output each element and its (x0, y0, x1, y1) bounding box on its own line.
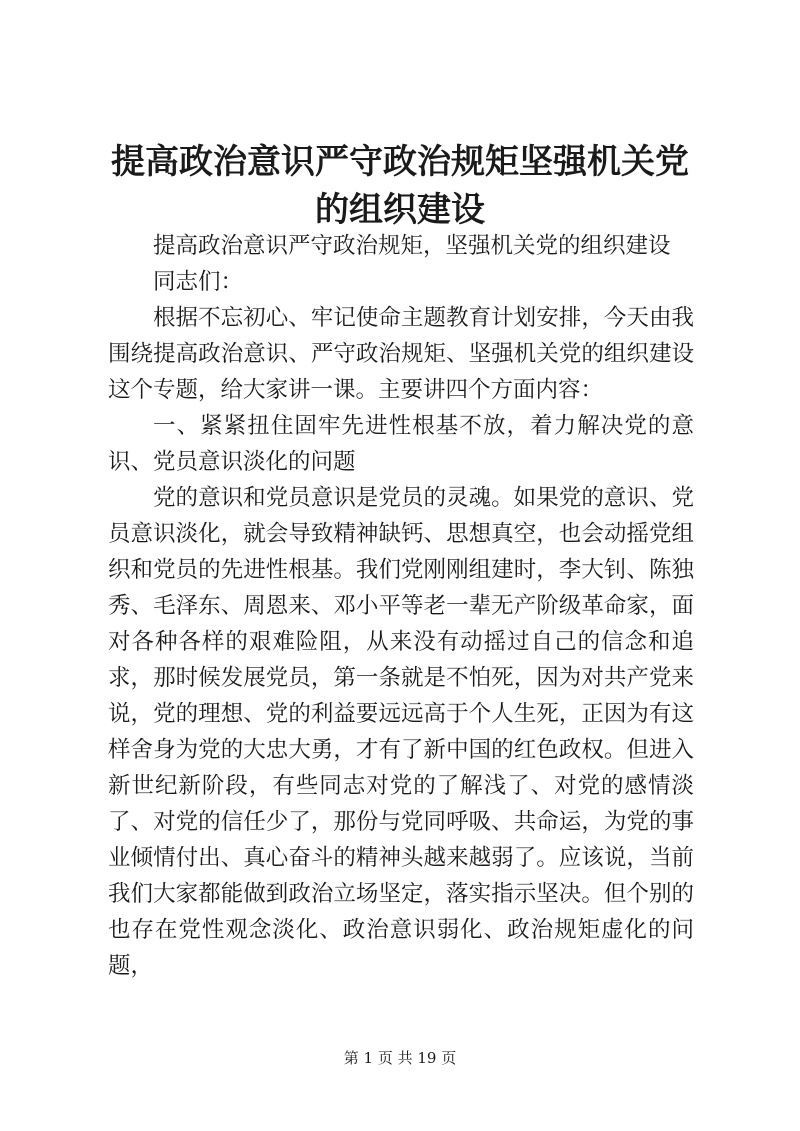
document-body (108, 228, 694, 984)
document-title: 提高政治意识严守政治规矩坚强机关党的组织建设 (111, 142, 689, 230)
body-paragraph: 党的意识和党员意识是党员的灵魂。如果党的意识、党员意识淡化，就会导致精神缺钙、思想真空，也会动摇党组织和党员的先进性根基。我们党刚刚组建时，李大钊、陈独秀、毛泽东、周恩来、邓小平等老一辈无产阶级革命家，面对各种各样的艰难险阻，从来没有动摇过自己的信念和追求，那时候发展党员，第一条就是不怕死，因为对共产党来说，党的理想、党的利益要远远高于个人生死，正因为有这样舍身为党的大忠大勇，才有了新中国的红色政权。但进入新世纪新阶段，有些同志对党的了解浅了、对党的感情淡了、对党的信任少了，那份与党同呼吸、共命运，为党的事业倾情付出、真心奋斗的精神头越来越弱了。应该说，当前我们大家都能做到政治立场坚定，落实指示坚决。但个别的也存在党性观念淡化、政治意识弱化、政治规矩虚化的问题， (108, 485, 694, 979)
subtitle-paragraph: 提高政治意识严守政治规矩，坚强机关党的组织建设 (153, 233, 671, 259)
salutation-paragraph: 同志们： (153, 269, 244, 295)
section-heading-1: 一、紧紧扭住固牢先进性根基不放，着力解决党的意识、党员意识淡化的问题 (108, 413, 694, 475)
intro-paragraph: 根据不忘初心、牢记使命主题教育计划安排，今天由我围绕提高政治意识、严守政治规矩、坚强机关党的组织建设这个专题，给大家讲一课。主要讲四个方面内容： (108, 305, 694, 403)
page-footer: 第 1 页 共 19 页 (343, 1049, 457, 1067)
